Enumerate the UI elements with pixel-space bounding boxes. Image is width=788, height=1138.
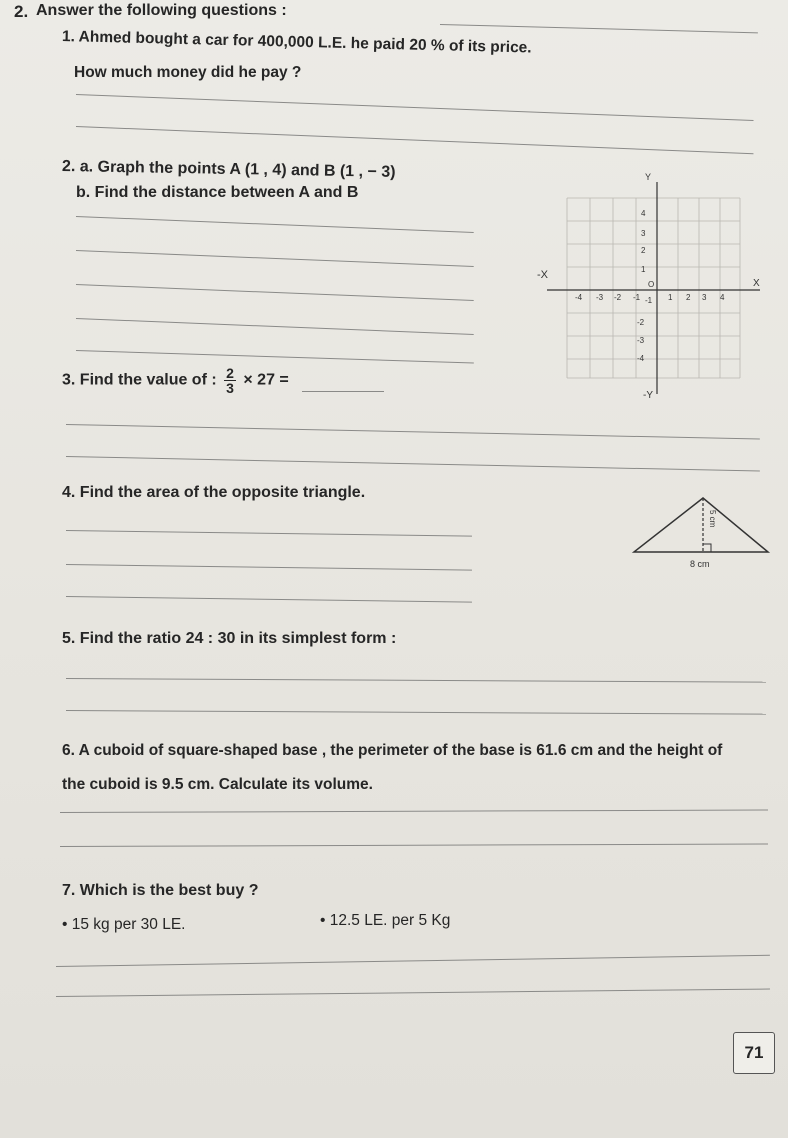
q3-label: 3. Find the value of :	[62, 371, 217, 389]
q1-line2: How much money did he pay ?	[74, 64, 302, 81]
neg-y-axis-label: -Y	[643, 390, 653, 401]
q2a-text: 2. a. Graph the points A (1 , 4) and B (1 , − 3)	[61, 158, 396, 181]
answer-line	[76, 350, 474, 364]
q7-option2: • 12.5 LE. per 5 Kg	[320, 912, 451, 929]
answer-line	[76, 284, 474, 301]
answer-line	[66, 710, 766, 715]
q6-line1: 6. A cuboid of square-shaped base , the perimeter of the base is 61.6 cm and the height of	[62, 742, 723, 759]
y-axis-label: Y	[645, 172, 652, 182]
q6-line2: the cuboid is 9.5 cm. Calculate its volume.	[62, 776, 373, 793]
q7-option1: • 15 kg per 30 LE.	[62, 916, 186, 933]
y-tick-label: -3	[637, 336, 645, 345]
answer-line	[66, 564, 472, 571]
q7-text: 7. Which is the best buy ?	[62, 882, 259, 899]
q5-text: 5. Find the ratio 24 : 30 in its simplest form :	[62, 630, 397, 647]
y-tick-label: 3	[641, 229, 646, 238]
answer-line	[66, 424, 760, 440]
answer-line	[66, 596, 472, 603]
page-number: 71	[733, 1032, 775, 1074]
section-title: Answer the following questions :	[36, 2, 287, 19]
q3-expression: × 27 =	[243, 371, 289, 389]
fraction	[224, 366, 236, 395]
y-tick-label: -1	[645, 296, 653, 305]
answer-line	[66, 456, 760, 472]
y-tick-label: 2	[641, 246, 646, 255]
y-tick-label: -2	[637, 318, 645, 327]
fraction-numerator: 2	[226, 365, 234, 381]
answer-line	[60, 844, 768, 847]
answer-line	[76, 126, 753, 154]
answer-line	[66, 530, 472, 537]
q2b-text: b. Find the distance between A and B	[76, 184, 359, 201]
q1-line1: 1. Ahmed bought a car for 400,000 L.E. he paid 20 % of its price.	[61, 28, 532, 57]
answer-line	[56, 989, 770, 997]
x-tick-label: -4	[575, 293, 583, 302]
answer-line	[302, 391, 384, 392]
q4-text: 4. Find the area of the opposite triangle.	[62, 484, 366, 501]
answer-line	[440, 24, 758, 33]
answer-line	[66, 678, 766, 683]
coordinate-plane[interactable]	[535, 168, 770, 408]
x-tick-label: -2	[614, 293, 622, 302]
y-tick-label: -4	[637, 354, 645, 363]
origin-label: O	[648, 280, 655, 289]
y-tick-label: 1	[641, 265, 646, 274]
x-tick-label: 1	[668, 293, 673, 302]
x-tick-label: 2	[686, 293, 691, 302]
neg-x-axis-label: -X	[537, 269, 548, 281]
answer-line	[76, 318, 474, 335]
x-tick-label: 3	[702, 293, 707, 302]
answer-line	[76, 94, 754, 121]
fraction-denominator: 3	[226, 380, 234, 396]
q3-text	[62, 366, 289, 395]
answer-line	[56, 955, 770, 967]
x-tick-label: 4	[720, 293, 725, 302]
base-label: 8 cm	[690, 559, 710, 569]
section-number: 2.	[14, 2, 29, 21]
answer-line	[76, 250, 474, 267]
y-tick-label: 4	[641, 209, 646, 218]
x-tick-label: -3	[596, 293, 604, 302]
answer-line	[76, 216, 474, 233]
x-axis-label: X	[753, 278, 760, 289]
triangle-figure	[630, 492, 775, 574]
x-tick-label: -1	[633, 293, 641, 302]
answer-line	[60, 810, 768, 813]
height-label: 5 cm	[708, 510, 717, 528]
